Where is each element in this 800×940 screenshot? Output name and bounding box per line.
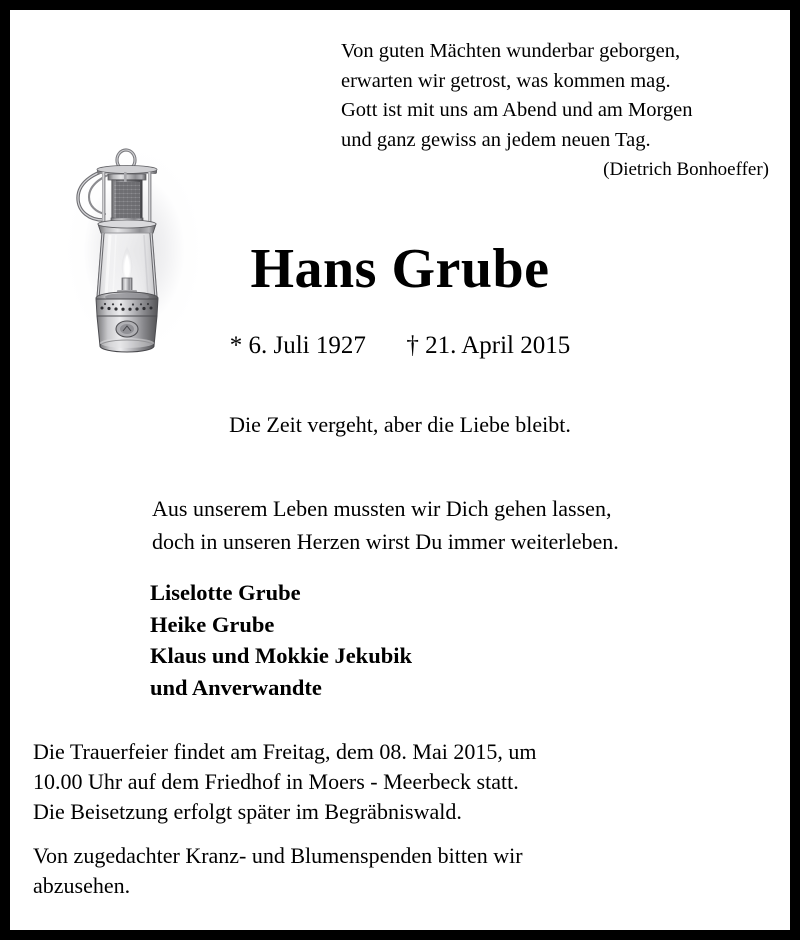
memorial-poem: [341, 37, 779, 184]
lamp-gauze-chimney: [111, 180, 143, 223]
lamp-upper-collar: [98, 220, 156, 233]
epitaph-line: Die Zeit vergeht, aber die Liebe bleibt.: [229, 412, 571, 437]
mourner-item: Klaus und Mokkie Jekubik: [150, 643, 412, 668]
life-dates: [10, 330, 790, 362]
flowers-line-1: Von zugedachter Kranz- und Blumenspenden bitten wir: [33, 843, 523, 868]
death-symbol: †: [406, 332, 419, 359]
notice-sheet: [10, 10, 790, 930]
service-line-3: Die Beisetzung erfolgt später im Begräbniswald.: [33, 799, 462, 824]
death-date: 21. April 2015: [425, 332, 571, 359]
mourner-item: und Anverwandte: [150, 674, 322, 700]
lamp-air-ring: [96, 299, 158, 316]
farewell-line-2: doch in unseren Herzen wirst Du immer weiterleben.: [152, 529, 619, 554]
poem-line-4: und ganz gewiss an jedem neuen Tag.: [341, 128, 651, 151]
service-line-1: Die Trauerfeier findet am Freitag, dem 08. Mai 2015, um: [33, 739, 537, 764]
poem-line-1: Von guten Mächten wunderbar geborgen,: [341, 40, 681, 62]
mourner-item: Liselotte Grube: [150, 580, 301, 605]
birth-symbol: *: [229, 332, 243, 359]
poem-line-2: erwarten wir getrost, was kommen mag.: [341, 69, 671, 92]
farewell-message: [152, 492, 772, 558]
flowers-line-2: abzusehen.: [33, 873, 131, 898]
birth-date: 6. Juli 1927: [248, 332, 366, 359]
service-line-2: 10.00 Uhr auf dem Friedhof in Moers - Meerbeck statt.: [33, 769, 519, 794]
paragraph-gap: [33, 827, 753, 841]
deceased-name: Hans Grube: [250, 238, 550, 300]
farewell-line-1: Aus unserem Leben mussten wir Dich gehen lassen,: [152, 496, 612, 521]
funeral-arrangements: [33, 737, 753, 901]
mourner-item: Heike Grube: [150, 611, 275, 637]
poem-line-3: Gott ist mit uns am Abend und am Morgen: [341, 99, 693, 121]
mourners-list: [150, 577, 750, 703]
poem-attribution: (Dietrich Bonhoeffer): [603, 159, 769, 180]
